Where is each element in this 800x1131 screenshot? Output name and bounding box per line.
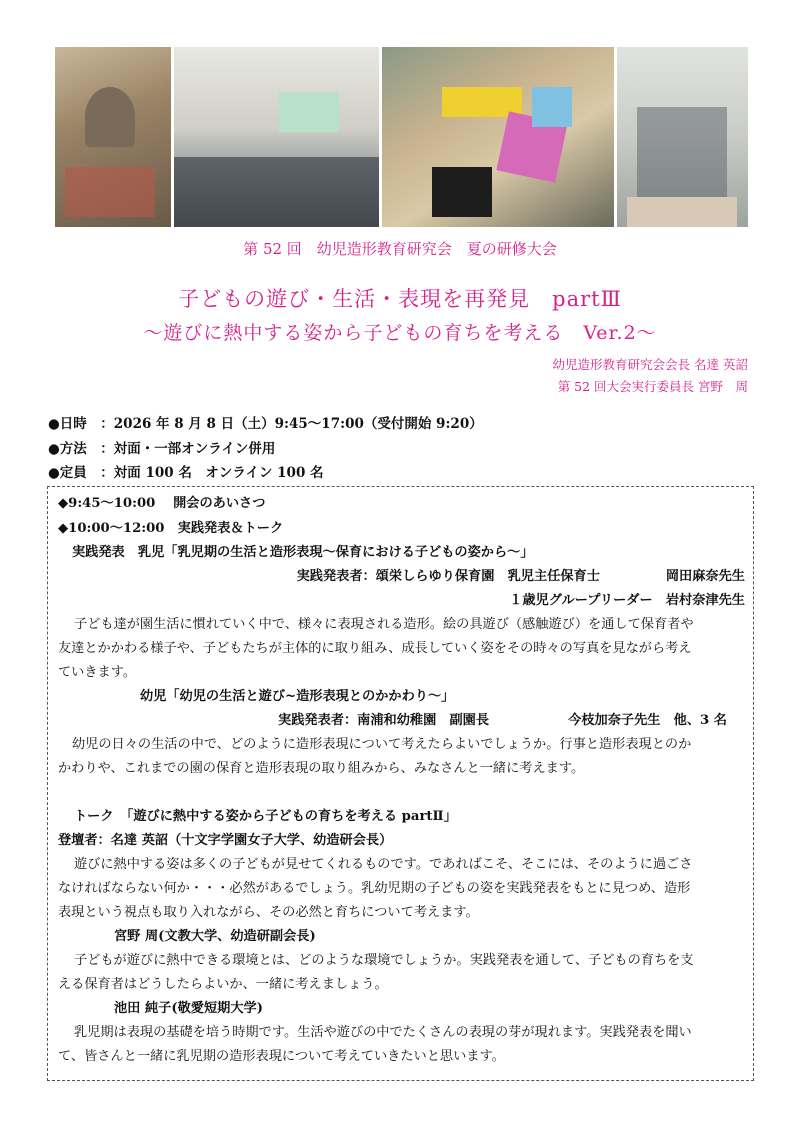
photo-lecture-hall xyxy=(174,47,379,227)
infant-desc-1: 子ども達が園生活に慣れていく中で、様々に表現される造形。絵の具遊び（感触遊び）を通して保育者や xyxy=(74,617,694,632)
photo-craft-workshop xyxy=(382,47,614,227)
subtitle: ～遊びに熱中する姿から子どもの育ちを考える Ver.2～ xyxy=(143,322,657,344)
speaker-miyano: 宮野 周(文教大学、幼造研副会長) xyxy=(114,929,316,944)
presenter-infant-2: １歳児グループリーダー 岩村奈津先生 xyxy=(509,593,745,608)
nadachi-desc-2: なければならない何か・・・必然があるでしょう。乳幼児期の子どもの姿を実践発表をもとに見つめ、造形 xyxy=(58,881,691,896)
nadachi-desc-1: 遊びに熱中する姿は多くの子どもが見せてくれるものです。であればこそ、そこには、そのように過ごさ xyxy=(74,857,693,872)
infant-desc-3: ていきます。 xyxy=(58,665,137,680)
photo-strip xyxy=(55,47,748,227)
presentation-infant-title: 実践発表 乳児「乳児期の生活と造形表現～保育における子どもの姿から～」 xyxy=(72,545,534,560)
main-title: 子どもの遊び・生活・表現を再発見 partⅢ xyxy=(178,287,622,311)
infant-desc-2: 友達とかかわる様子や、子どもたちが主体的に取り組み、成長していく姿をその時々の写真を見ながら考え xyxy=(58,641,692,656)
program-box xyxy=(47,486,754,1081)
ikeda-desc-2: て、皆さんと一緒に乳児期の造形表現について考えていきたいと思います。 xyxy=(58,1049,505,1064)
info-capacity: ●定員 ：対面 100 名 オンライン 100 名 xyxy=(48,465,324,481)
speaker-nadachi: 登壇者：名達 英詔（十文字学園女子大学、幼造研会長） xyxy=(58,833,393,848)
program-opening: ◆9:45～10:00 開会のあいさつ xyxy=(58,496,266,511)
photo-participants-standing xyxy=(617,47,748,227)
speaker-ikeda: 池田 純子(敬愛短期大学) xyxy=(114,1001,263,1016)
talk-title: トーク 「遊びに熱中する姿から子どもの育ちを考える partⅡ」 xyxy=(74,809,457,824)
child-desc-2: かわりや、これまでの園の保育と造形表現の取り組みから、みなさんと一緒に考えます。 xyxy=(58,761,585,776)
info-method: ●方法 ：対面・一部オンライン併用 xyxy=(48,441,276,457)
organizer-president: 幼児造形教育研究会会長 名達 英詔 xyxy=(552,357,748,372)
presenter-infant-1: 実践発表者：頌栄しらゆり保育園 乳児主任保育士 岡田麻奈先生 xyxy=(296,569,745,584)
program-session: ◆10:00～12:00 実践発表＆トーク xyxy=(58,521,284,536)
miyano-desc-1: 子どもが遊びに熱中できる環境とは、どのような環境でしょうか。実践発表を通して、子どもの育ちを支 xyxy=(74,953,694,968)
event-name: 第 52 回 幼児造形教育研究会 夏の研修大会 xyxy=(243,240,557,258)
presenter-child: 実践発表者：南浦和幼稚園 副園長 今枝加奈子先生 他、3 名 xyxy=(278,713,727,728)
nadachi-desc-3: 表現という視点も取り入れながら、その必然と育ちについて考えます。 xyxy=(58,905,479,920)
organizer-chair: 第 52 回大会実行委員長 宮野 周 xyxy=(557,379,748,394)
miyano-desc-2: える保育者はどうしたらよいか、一緒に考えましょう。 xyxy=(58,977,388,992)
info-date: ●日時 ：2026 年 8 月 8 日（土）9:45～17:00（受付開始 9:20） xyxy=(48,416,483,432)
presentation-child-title: 幼児「幼児の生活と遊び~造形表現とのかかわり～」 xyxy=(140,689,455,704)
child-desc-1: 幼児の日々の生活の中で、どのように造形表現について考えたらよいでしょうか。行事と造形表現とのか xyxy=(72,737,692,752)
ikeda-desc-1: 乳児期は表現の基礎を培う時期です。生活や遊びの中でたくさんの表現の芽が現れます。実践発表を聞い xyxy=(74,1025,692,1040)
photo-children-playing xyxy=(55,47,171,227)
